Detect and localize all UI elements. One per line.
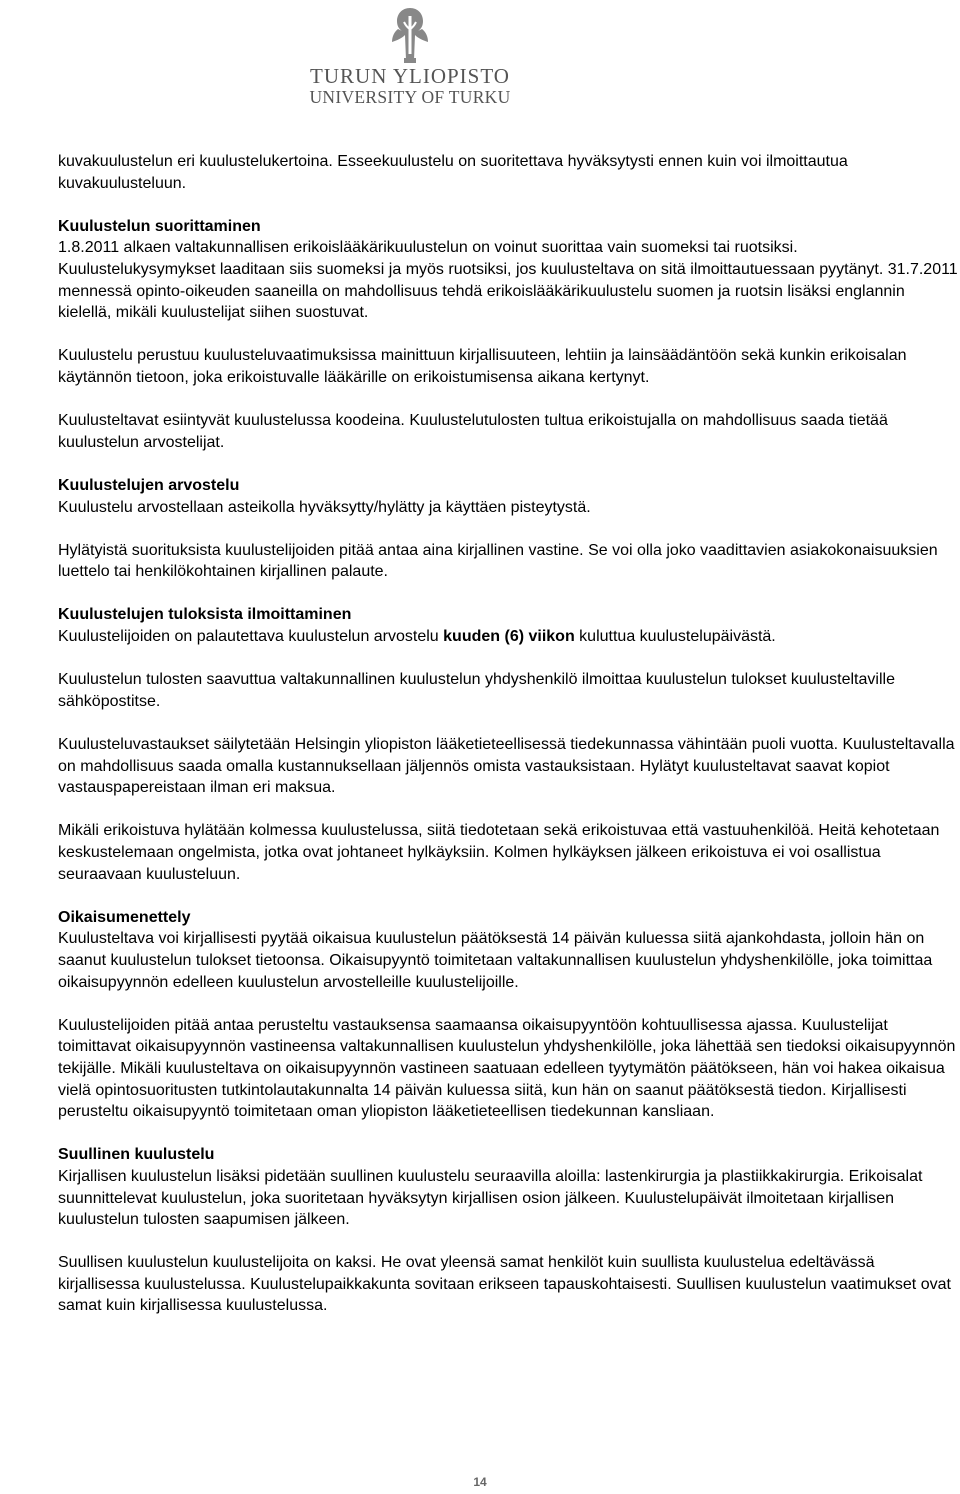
paragraph: Kuulustelun tulosten saavuttua valtakunnallinen kuulustelun yhdyshenkilö ilmoittaa kuulustelun tulokset kuulusteltaville sähköpostitse.	[58, 671, 895, 710]
paragraph: Kuulustelijoiden pitää antaa perusteltu vastauksensa saamaansa oikaisupyyntöön kohtuullisessa ajassa. Kuulustelijat toimittavat oikaisupyynnön vastineensa valtakunnallisen kuulustelun yhdyshenkilölle, joka lähettää sen tiedoksi oikaisupyynnön tekijälle. Mikäli kuulusteltava on oikaisupyynnön vastineen saatuaan edelleen tyytymätön päätökseen, hän voi hakea oikaisua vielä opintosuoritusten tutkintolautakunnalta 14 päivän kuluessa siitä, kun hän on saanut päätöksestä tiedon. Kirjallisesti perusteltu oikaisupyyntö toimitetaan oman yliopiston lääketieteellisen tiedekunnan kansliaan.	[58, 1016, 956, 1121]
paragraph: Kuulusteltavat esiintyvät kuulustelussa koodeina. Kuulustelutulosten tultua erikoistujalla on mahdollisuus saada tietää kuulustelun arvostelijat.	[58, 412, 888, 451]
paragraph	[58, 626, 958, 648]
document-body	[58, 151, 958, 1317]
logo-text-finnish: TURUN YLIOPISTO	[310, 64, 510, 88]
section-heading: Suullinen kuulustelu	[58, 1146, 215, 1164]
university-logo	[290, 4, 530, 107]
text-run: Kuulustelijoiden on palautettava kuulustelun arvostelu	[58, 628, 444, 646]
paragraph: Kuulustelu arvostellaan asteikolla hyväksytty/hylätty ja käyttäen pisteytystä.	[58, 498, 591, 516]
paragraph: Hylätyistä suorituksista kuulustelijoiden pitää antaa aina kirjallinen vastine. Se voi olla joko vaadittavien asiakokonaisuuksien luettelo tai henkilökohtainen kirjallinen palaute.	[58, 541, 938, 581]
section-heading: Kuulustelujen tuloksista ilmoittaminen	[58, 606, 352, 624]
paragraph: Mikäli erikoistuva hylätään kolmessa kuulustelussa, siitä tiedotetaan sekä erikoistuvaa että vastuuhenkilöä. Heitä kehotetaan keskustelemaan ongelmista, jotka ovat johtaneet hylkäyksiin. Kolmen hylkäyksen jälkeen erikoistuva ei voi osallistua seuraavaan kuulusteluun.	[58, 822, 940, 883]
university-emblem-icon	[380, 4, 440, 66]
paragraph: Suullisen kuulustelun kuulustelijoita on kaksi. He ovat yleensä samat henkilöt kuin suullista kuulustelua edeltävässä kirjallisessa kuulustelussa. Kuulustelupaikkakunta sovitaan erikseen tapauskohtaisesti. Suullisen kuulustelun vaatimukset ovat samat kuin kirjallisessa kuulustelussa.	[58, 1254, 951, 1315]
paragraph: Kuulusteltava voi kirjallisesti pyytää oikaisua kuulustelun päätöksestä 14 päivän kuluessa siitä ajankohdasta, jolloin hän on saanut kuulustelun tulokset tietoonsa. Oikaisupyyntö toimitetaan valtakunnallisen kuulustelun yhdyshenkilölle, joka toimittaa oikaisupyynnön edelleen kuulustelun arvostelleille kuulustelijoille.	[58, 930, 933, 991]
paragraph: Kuulustelu perustuu kuulusteluvaatimuksissa mainittuun kirjallisuuteen, lehtiin ja lainsäädäntöön sekä kunkin erikoisalan käytännön tietoon, joka erikoistuvalle lääkärille on erikoistumisensa aikana kertynyt.	[58, 347, 907, 386]
section-heading: Oikaisumenettely	[58, 908, 191, 926]
text-run: kuluttua kuulustelupäivästä.	[574, 628, 776, 646]
section-heading: Kuulustelun suorittaminen	[58, 217, 261, 235]
paragraph: Kirjallisen kuulustelun lisäksi pidetään suullinen kuulustelu seuraavilla aloilla: lastenkirurgia ja plastiikkakirurgia. Erikoisalat suunnittelevat kuulustelun, joka suoritetaan hyväksytyn kirjallisen osion jälkeen. Kuulustelupäivät ilmoitetaan kirjallisen kuulustelun tulosten saapumisen jälkeen.	[58, 1167, 923, 1229]
paragraph: 1.8.2011 alkaen valtakunnallisen erikoislääkärikuulustelun on voinut suorittaa vain suomeksi tai ruotsiksi. Kuulustelukysymykset laaditaan siis suomeksi ja myös ruotsiksi, jos kuulusteltava on sitä ilmoittautuessaan pyytänyt. 31.7.2011 mennessä opinto-oikeuden saaneilla on mahdollisuus tehdä erikoislääkärikuulustelu suomen ja ruotsin lisäksi englannin kielellä, mikäli kuulustelijat siihen suostuvat.	[58, 239, 958, 322]
page-number: 14	[473, 1475, 487, 1489]
emphasis-deadline: kuuden (6) viikon	[443, 628, 575, 646]
paragraph: Kuulusteluvastaukset säilytetään Helsingin yliopiston lääketieteellisessä tiedekunnassa vähintään puoli vuotta. Kuulusteltavalla on mahdollisuus saada omalla kustannuksellaan jäljennös omista vastauksistaan. Hylätyt kuulusteltavat saavat kopiot vastauspapereistaan ilman eri maksua.	[58, 736, 955, 797]
section-heading: Kuulustelujen arvostelu	[58, 476, 240, 494]
logo-text-english: UNIVERSITY OF TURKU	[309, 87, 511, 107]
paragraph: kuvakuulustelun eri kuulustelukertoina. Esseekuulustelu on suoritettava hyväksytysti ennen kuin voi ilmoittautua kuvakuulusteluun.	[58, 153, 848, 192]
